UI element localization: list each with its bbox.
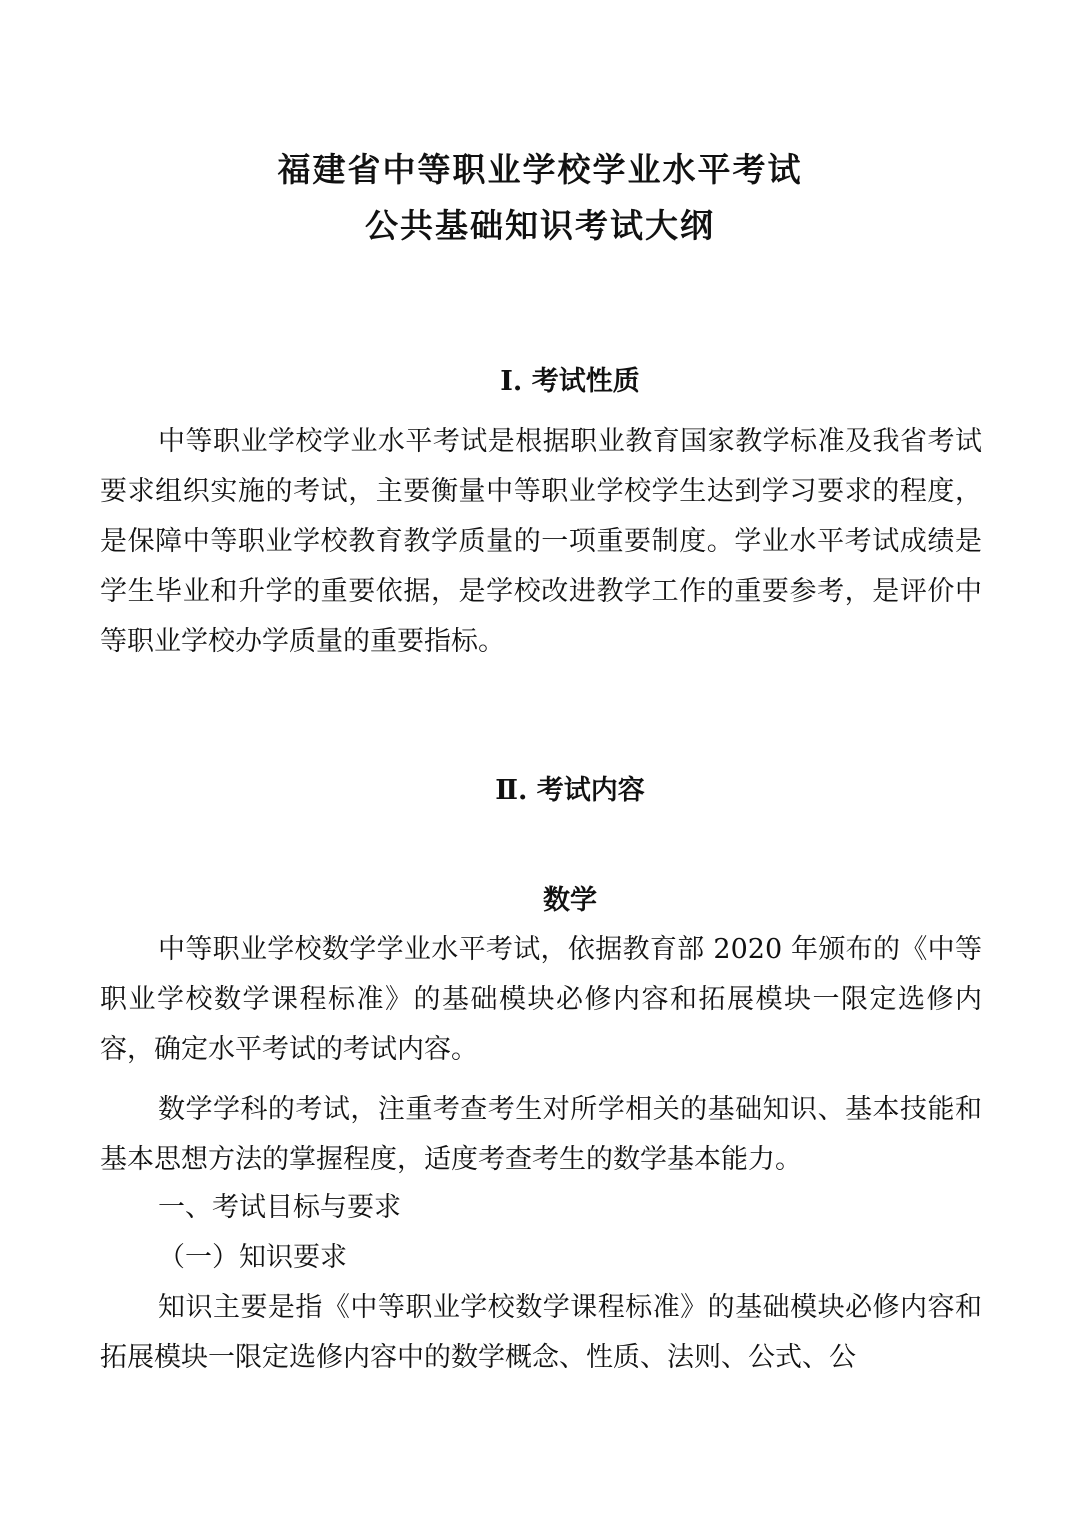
section-heading-exam-nature: Ⅰ. 考试性质 [500, 366, 640, 397]
math-paragraph-focus: 数学学科的考试，注重考查考生对所学相关的基础知识、基本技能和基本思想方法的掌握程度，适度考查考生的数学基本能力。 [100, 1094, 982, 1175]
subsection-heading-goals: 一、考试目标与要求 [158, 1192, 401, 1223]
document-title-line-1: 福建省中等职业学校学业水平考试 [277, 150, 803, 189]
section-heading-exam-content: Ⅱ. 考试内容 [495, 775, 645, 806]
knowledge-paragraph: 知识主要是指《中等职业学校数学课程标准》的基础模块必修内容和拓展模块一限定选修内容中的数学概念、性质、法则、公式、公 [100, 1292, 982, 1373]
subject-heading-math: 数学 [543, 885, 597, 916]
math-paragraph-basis: 中等职业学校数学学业水平考试，依据教育部 2020 年颁布的《中等职业学校数学课程标准》的基础模块必修内容和拓展模块一限定选修内容，确定水平考试的考试内容。 [100, 934, 982, 1065]
section-paragraph-exam-nature: 中等职业学校学业水平考试是根据职业教育国家教学标准及我省考试要求组织实施的考试，主要衡量中等职业学校学生达到学习要求的程度，是保障中等职业学校教育教学质量的一项重要制度。学业水平考试成绩是学生毕业和升学的重要依据，是学校改进教学工作的重要参考，是评价中等职业学校办学质量的重要指标。 [100, 426, 982, 657]
subsection-heading-knowledge: （一）知识要求 [158, 1242, 347, 1273]
document-title-line-2: 公共基础知识考试大纲 [365, 206, 715, 245]
